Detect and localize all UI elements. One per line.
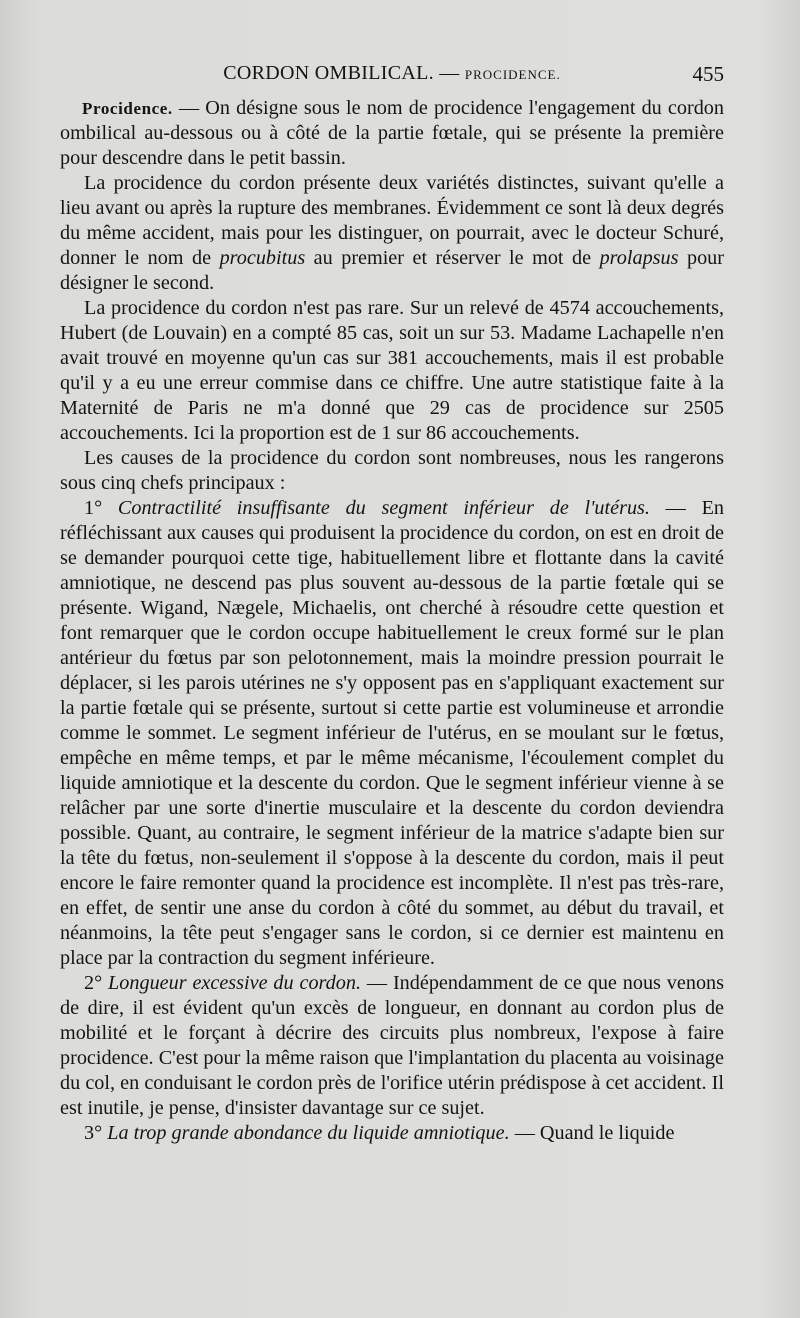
cause-number: 2° — [84, 972, 103, 994]
paragraph-text: — En réfléchissant aux causes qui produisent la procidence du cordon, on est en droit de se demander pourquoi cette tige, habituellement libre et flottante dans la cavité amniotique, ne descend pas plus souvent au-dessous de la partie fœtale qui se présente. Wigand, Nægele, Michaelis, ont cherché à résoudre cette question et font remarquer que le cordon occupe habituellement le creux formé sur le plan antérieur du fœtus par son pelotonnement, mais la moindre pression pourrait le déplacer, si les parois utérines ne s'y opposent pas en s'appliquant exactement sur la partie fœtale qui se présente, surtout si cette partie est volumineuse et arrondie comme le sommet. Le segment inférieur de l'utérus, en se moulant sur le fœtus, empêche en même temps, et par le même mécanisme, l'écoulement complet du liquide amniotique et la descente du cordon. Que le segment inférieur vienne à se relâcher par une sorte d'inertie musculaire et la descente du cordon deviendra possible. Quant, au contraire, le segment inférieur de la matrice s'adapte bien sur la tête du fœtus, non-seulement il s'oppose à la descente du cordon, mais il peut encore le faire remonter quand la procidence est incomplète. Il n'est pas très-rare, en effet, de sentir une anse du cordon à côté du sommet, au début du travail, et néanmoins, la tête peut s'engager sans le cordon, si ce dernier est maintenu en place par la contraction du segment inférieure. — [60, 497, 724, 969]
running-header — [60, 60, 724, 90]
paragraph-text: La procidence du cordon présente deux variétés distinctes, suivant qu'elle a lieu avant ou après la rupture des membranes. Évidemment ce sont là deux degrés du même accident, mais pour les distinguer, on pourrait, avec le docteur Schuré, donner le nom de — [60, 172, 724, 269]
cause-number: 1° — [84, 497, 103, 519]
paragraph-text: — Quand le liquide — [509, 1122, 675, 1144]
paragraph-cause-3 — [60, 1121, 724, 1146]
cause-heading: Longueur excessive du cordon. — [102, 972, 361, 994]
page-number: 455 — [692, 62, 724, 86]
paragraph-text: — On désigne sous le nom de procidence l'engagement du cordon ombilical au-dessous ou à côté de la partie fœtale, qui se présente la première pour descendre dans le petit bassin. — [60, 97, 724, 169]
cause-heading: Contractilité insuffisante du segment inférieur de l'utérus. — [102, 497, 650, 519]
paragraph-statistics — [60, 296, 724, 446]
paragraph-text: La procidence du cordon n'est pas rare. Sur un relevé de 4574 accouchements, Hubert (de Louvain) en a compté 85 cas, soit un sur 53. Madame Lachapelle n'en avait trouvé en moyenne qu'un cas sur 381 accouchements, mais il est probable qu'il y a eu une erreur commise dans ce chiffre. Une autre statistique faite à la Maternité de Paris ne m'a donné que 29 cas de procidence sur 2505 accouchements. Ici la proportion est de 1 sur 86 accouchements. — [60, 297, 724, 444]
title-separator: — — [439, 62, 460, 84]
cause-heading: La trop grande abondance du liquide amniotique. — [102, 1122, 510, 1144]
paragraph-text: pour désigner le second. — [60, 247, 724, 294]
cause-number: 3° — [84, 1122, 103, 1144]
paragraph-varieties — [60, 171, 724, 296]
paragraph-cause-1 — [60, 496, 724, 971]
paragraph-causes-intro — [60, 446, 724, 496]
paragraph-definition — [60, 96, 724, 171]
paragraph-text: Les causes de la procidence du cordon sont nombreuses, nous les rangerons sous cinq chefs principaux : — [60, 447, 724, 494]
body-text — [60, 96, 724, 1146]
chapter-title: CORDON OMBILICAL. — [223, 62, 434, 84]
paragraph-cause-2 — [60, 971, 724, 1121]
section-subtitle: PROCIDENCE. — [464, 67, 561, 82]
section-lead-heading: Procidence. — [82, 99, 173, 118]
term-procubitus: procubitus — [219, 247, 306, 269]
paragraph-text: — Indépendamment de ce que nous venons de dire, il est évident qu'un excès de longueur, en donnant au cordon plus de mobilité et le forçant à décrire des circuits plus nombreux, l'expose à faire procidence. C'est pour la même raison que l'implantation du placenta au voisinage du col, en conduisant le cordon près de l'orifice utérin prédispose à cet accident. Il est inutile, je pense, d'insister davantage sur ce sujet. — [60, 972, 724, 1119]
running-title — [60, 62, 724, 85]
paragraph-text: au premier et réserver le mot de — [305, 247, 600, 269]
term-prolapsus: prolapsus — [599, 247, 679, 269]
